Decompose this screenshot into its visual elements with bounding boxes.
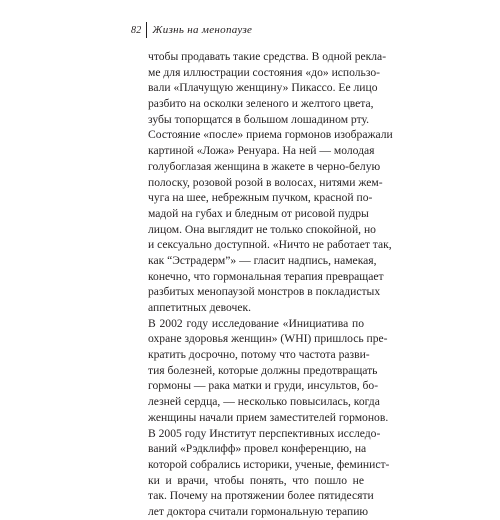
text-line: вали «Плачущую женщину» Пикассо. Ее лицо — [148, 81, 378, 95]
text-line: чуга на шее, небрежным пучком, красной по- — [148, 191, 373, 205]
text-line: так. Почему на протяжении более пятидесяти — [148, 489, 374, 503]
page-number: 82 — [131, 24, 142, 36]
running-head — [131, 22, 252, 38]
text-line: конечно, что гормональная терапия превращает — [148, 269, 384, 283]
text-line: В 2002 году исследование «Инициатива по — [148, 316, 364, 330]
text-line: гормоны — рака матки и груди, инсультов, бо- — [148, 379, 379, 393]
text-line: как “Эстрадерм”» — гласит надпись, намекая, — [148, 253, 377, 267]
text-line: разбито на осколки зеленого и желтого цвета, — [148, 97, 374, 111]
text-line: чтобы продавать такие средства. В одной рекла- — [148, 50, 387, 63]
text-line: аппетитных девочек. — [148, 301, 252, 314]
text-line: Состояние «после» приема гормонов изображали — [148, 128, 393, 142]
text-line: ваний «Рэдклифф» провел конференцию, на — [148, 442, 367, 456]
text-line: которой собрались историки, ученые, феминист- — [148, 457, 390, 471]
text-line: тия болезней, которые должны предотвращать — [148, 363, 378, 377]
text-line: ки и врачи, чтобы понять, что пошло не — [148, 473, 364, 487]
text-line: картиной «Ложа» Ренуара. На ней — молодая — [148, 144, 375, 158]
book-title: Жизнь на менопаузе — [152, 24, 253, 36]
text-line: лезней сердца, — несколько повысилась, когда — [148, 395, 380, 409]
text-line: женщины начали прием заместителей гормонов. — [148, 410, 389, 424]
text-line: и сексуально доступной. «Ничто не работает так, — [148, 238, 392, 252]
text-line: полоску, розовой розой в волосах, нитями жем- — [148, 175, 383, 189]
text-line: мадой на губах и бледным от рисовой пудры — [148, 206, 369, 220]
text-line: ме для иллюстрации состояния «до» использо- — [148, 65, 381, 79]
text-line: разбитых менопаузой монстров в покладистых — [148, 285, 381, 299]
text-line: голубоглазая женщина в жакете в черно-белую — [148, 159, 381, 173]
text-line: В 2005 году Институт перспективных исследо- — [148, 426, 381, 440]
text-line: лицом. Она выглядит не только спокойной, но — [148, 222, 376, 236]
text-line: кратить досрочно, потому что частота разви- — [148, 348, 370, 362]
text-line: лет доктора считали гормональную терапию — [148, 504, 369, 518]
text-line: охране здоровья женщин» (WHI) пришлось пре- — [148, 332, 388, 346]
body-text — [148, 49, 393, 520]
text-line: зубы топорщатся в большом лошадином рту. — [148, 112, 370, 126]
header-divider — [146, 22, 147, 38]
